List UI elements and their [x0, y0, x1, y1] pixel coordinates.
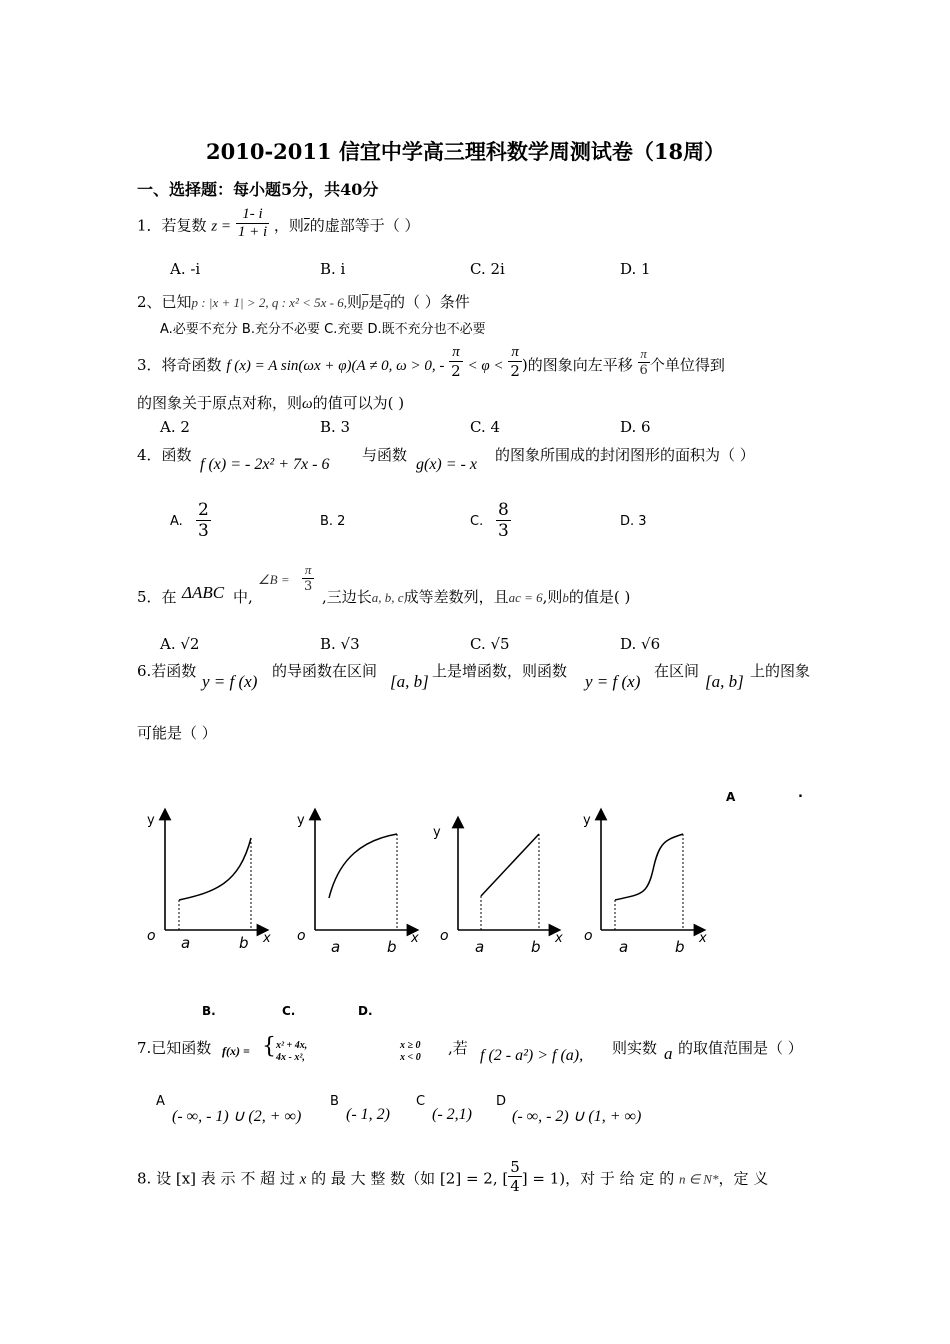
graph-4-b: b: [675, 938, 685, 956]
q7-option-d: (- ∞, - 2) ∪ (1, + ∞): [512, 1108, 642, 1125]
q5-triangle: ΔABC: [182, 583, 225, 602]
q4-text-b: 与函数: [362, 446, 408, 464]
q6-text-b: 的导函数在区间: [272, 662, 378, 680]
graph-3-y-label: y: [433, 825, 441, 840]
q5-rest: [322, 586, 630, 607]
q4-g: g(x) = - x: [416, 456, 477, 473]
graph-4-a: a: [619, 938, 629, 956]
question-8-stem: [137, 1158, 769, 1195]
q3-option-c: C. 4: [470, 418, 501, 436]
q2-text-a: 2、已知: [137, 293, 192, 311]
q7-fx: f(x) =: [222, 1044, 250, 1058]
q4-option-a-frac: [196, 500, 211, 541]
q3-frac-1: [449, 344, 463, 380]
q1-zbar: $\overline{z}$: [303, 218, 310, 235]
graph-2: [297, 813, 419, 956]
q1-frac-den: 1 + i: [237, 224, 268, 240]
q8-text-c: ] = 1)，对 于 给 定 的: [521, 1169, 675, 1188]
q3-text-c: 个单位得到: [649, 356, 725, 374]
q2-text-d: 的（ ）条件: [390, 293, 470, 311]
graph-4-origin: o: [584, 928, 593, 944]
q3-option-d: D. 6: [620, 418, 651, 436]
q1-z: z =: [211, 218, 232, 235]
q5-angle: ∠B =: [258, 572, 290, 587]
q3-frac-1-den: 2: [451, 362, 461, 380]
q3-option-b: B. 3: [320, 418, 351, 436]
q4-option-c-label: C.: [470, 514, 484, 529]
q1-text-b: ，则: [273, 216, 304, 235]
q8-x: x: [299, 1171, 307, 1188]
q3-frac-2-den: 2: [510, 362, 520, 380]
q3-omega: ω: [302, 396, 313, 412]
graph-3: [433, 822, 563, 956]
q3-frac-3-num: π: [638, 346, 650, 363]
q2-options: A.必要不充分 B.充分不必要 C.充要 D.既不充分也不必要: [160, 322, 486, 337]
q2-not-p: $\overline{p}$: [361, 295, 369, 310]
q5-text-c: ,三边长: [322, 588, 372, 606]
q7-text-c: 则实数: [612, 1039, 658, 1057]
q7-text-d: 的取值范围是（ ）: [678, 1039, 803, 1057]
q7-text-b: ,若: [448, 1039, 468, 1057]
q7-option-d-label: D: [496, 1094, 507, 1109]
q3-line2-b: 的值可以为( ): [312, 394, 405, 412]
q4-text-a: 4．函数: [137, 446, 192, 464]
q5-option-c: C. √5: [470, 635, 510, 653]
q1-fraction: [236, 206, 269, 241]
q6-label-dot: .: [798, 786, 803, 801]
graph-2-origin: o: [297, 928, 306, 944]
q5-text-b: 中,: [233, 588, 253, 606]
q3-line-2: [137, 392, 404, 413]
q6-text-d: 在区间: [654, 662, 700, 680]
q8-frac: [508, 1158, 522, 1195]
q3-frac-2-num: π: [508, 344, 522, 362]
q6-interval-1: [a, b]: [390, 672, 429, 691]
question-3-stem: [137, 344, 725, 380]
q3-text-b: 的图象向左平移: [527, 356, 633, 374]
q1-text-a: 1．若复数: [137, 216, 207, 235]
graph-2-a: a: [331, 938, 341, 956]
graph-2-y-label: y: [297, 813, 305, 828]
q6-yfx-2: y = f (x): [585, 672, 641, 691]
q4-option-d: D. 3: [620, 514, 647, 529]
q2-condition: p : |x + 1| > 2, q : x² < 5x - 6,: [191, 295, 347, 310]
q4-a-num: 2: [198, 500, 209, 520]
question-1-stem: [137, 206, 420, 241]
graph-1-origin: o: [147, 928, 156, 944]
q7-cond-1: x ≥ 0: [400, 1040, 421, 1051]
q3-formula: f (x) = A sin(ωx + φ)(A ≠ 0, ω > 0, -: [226, 358, 445, 374]
q2-text-c: 是: [368, 293, 384, 311]
q8-text-a: 8. 设 [x] 表 示 不 超 过: [137, 1169, 295, 1188]
q7-option-c: (- 2,1): [432, 1106, 472, 1123]
q7-option-a: (- ∞, - 1) ∪ (2, + ∞): [172, 1108, 302, 1125]
q4-option-b: B. 2: [320, 514, 346, 529]
q8-num: 5: [510, 1158, 520, 1176]
q7-inequality: f (2 - a²) > f (a),: [480, 1047, 584, 1064]
q3-frac-2: [508, 344, 522, 380]
graph-3-a: a: [475, 938, 485, 956]
q3-frac-3: [638, 346, 650, 378]
q6-text-c: 上是增函数，则函数: [432, 662, 568, 680]
q1-text-c: 的虚部等于（ ）: [309, 216, 420, 235]
q4-option-c-frac: [496, 500, 511, 541]
graph-1-x-label: x: [263, 931, 271, 946]
q5-text-a: 5．在: [137, 588, 177, 606]
graph-1-y-label: y: [147, 813, 155, 828]
question-4-stem: [137, 444, 192, 465]
q6-interval-2: [a, b]: [705, 672, 744, 691]
q1-option-a: A. -i: [170, 260, 201, 278]
q5-b: b: [562, 590, 569, 605]
graph-2-b: b: [387, 938, 397, 956]
q6-label-b: B.: [202, 1004, 216, 1018]
graph-4: [583, 813, 707, 956]
q8-den: 4: [510, 1177, 520, 1195]
q5-angle-frac: [302, 562, 314, 594]
q5-option-a: A. √2: [160, 635, 200, 653]
q1-option-d: D. 1: [620, 260, 651, 278]
q7-case-2: 4x - x²,: [276, 1052, 305, 1063]
q5-text-d: 成等差数列，且: [403, 588, 509, 606]
q1-option-b: B. i: [320, 260, 346, 278]
q7-cond-2: x < 0: [400, 1052, 421, 1063]
graph-4-x-label: x: [699, 931, 707, 946]
q7-brace: {: [262, 1034, 276, 1059]
q6-label-a: A: [726, 790, 736, 804]
q1-frac-num: 1- i: [236, 206, 269, 224]
q6-line-2: 可能是（ ）: [137, 724, 217, 742]
q3-mid: < φ <: [467, 358, 504, 374]
q4-a-den: 3: [198, 521, 209, 541]
graph-1-b: b: [239, 934, 249, 952]
q6-label-d: D.: [358, 1004, 373, 1018]
q8-n: n ∈ N*: [678, 1171, 719, 1187]
q3-frac-1-num: π: [449, 344, 463, 362]
q4-option-a-label: A.: [170, 514, 183, 529]
q7-option-c-label: C: [416, 1094, 426, 1109]
q3-option-a: A. 2: [160, 418, 190, 436]
q4-c-den: 3: [498, 521, 509, 541]
question-2-stem: [137, 291, 470, 312]
q6-text-e: 上的图象: [750, 662, 811, 680]
q7-option-a-label: A: [156, 1094, 165, 1109]
graph-1-a: a: [181, 934, 191, 952]
q6-label-c: C.: [282, 1004, 296, 1018]
q3-text-a: 3．将奇函数: [137, 356, 222, 374]
q7-a: a: [664, 1044, 673, 1063]
q3-close: ): [521, 356, 528, 374]
q4-text-c: 的图象所围成的封闭图形的面积为（ ）: [495, 446, 755, 464]
q5-text-f: 的值是( ): [568, 588, 631, 606]
graph-4-y-label: y: [583, 813, 591, 828]
q8-text-b: 的 最 大 整 数（如 [2] = 2, [: [311, 1169, 509, 1188]
q5-pi: π: [302, 562, 314, 579]
q2-not-q: $\overline{q}$: [383, 295, 390, 310]
q4-c-num: 8: [498, 500, 509, 520]
q7-option-b: (- 1, 2): [346, 1106, 390, 1123]
q3-line2-a: 的图象关于原点对称，则: [137, 394, 303, 412]
q7-cases: [276, 1040, 307, 1064]
graph-3-b: b: [531, 938, 541, 956]
graph-3-origin: o: [440, 928, 449, 944]
q5-text-e: ,则: [542, 588, 563, 606]
q7-text-a: 7.已知函数: [137, 1039, 212, 1057]
q5-option-b: B. √3: [320, 635, 360, 653]
graph-2-x-label: x: [411, 931, 419, 946]
section-heading: 一、选择题：每小题5分，共40分: [137, 180, 379, 199]
q5-abc: a, b, c: [371, 590, 404, 605]
q6-yfx-1: y = f (x): [202, 672, 258, 691]
q7-conditions: [400, 1040, 421, 1064]
q2-text-b: 则: [346, 293, 362, 311]
q1-option-c: C. 2i: [470, 260, 505, 278]
q3-frac-3-den: 6: [639, 363, 648, 378]
q6-graphs: [135, 800, 735, 960]
graph-3-x-label: x: [555, 931, 563, 946]
q7-case-1: x² + 4x,: [276, 1040, 308, 1051]
q7-option-b-label: B: [330, 1094, 339, 1109]
q4-f: f (x) = - 2x² + 7x - 6: [200, 456, 330, 473]
q6-text-a: 6.若函数: [137, 662, 197, 680]
page-title: 2010-2011 信宜中学高三理科数学周测试卷（18周）: [206, 139, 726, 164]
q8-text-d: ，定 义: [718, 1169, 769, 1188]
q5-three: 3: [304, 579, 313, 594]
q5-option-d: D. √6: [620, 635, 661, 653]
graph-1: [147, 813, 271, 952]
q5-ac: ac = 6: [508, 590, 543, 605]
